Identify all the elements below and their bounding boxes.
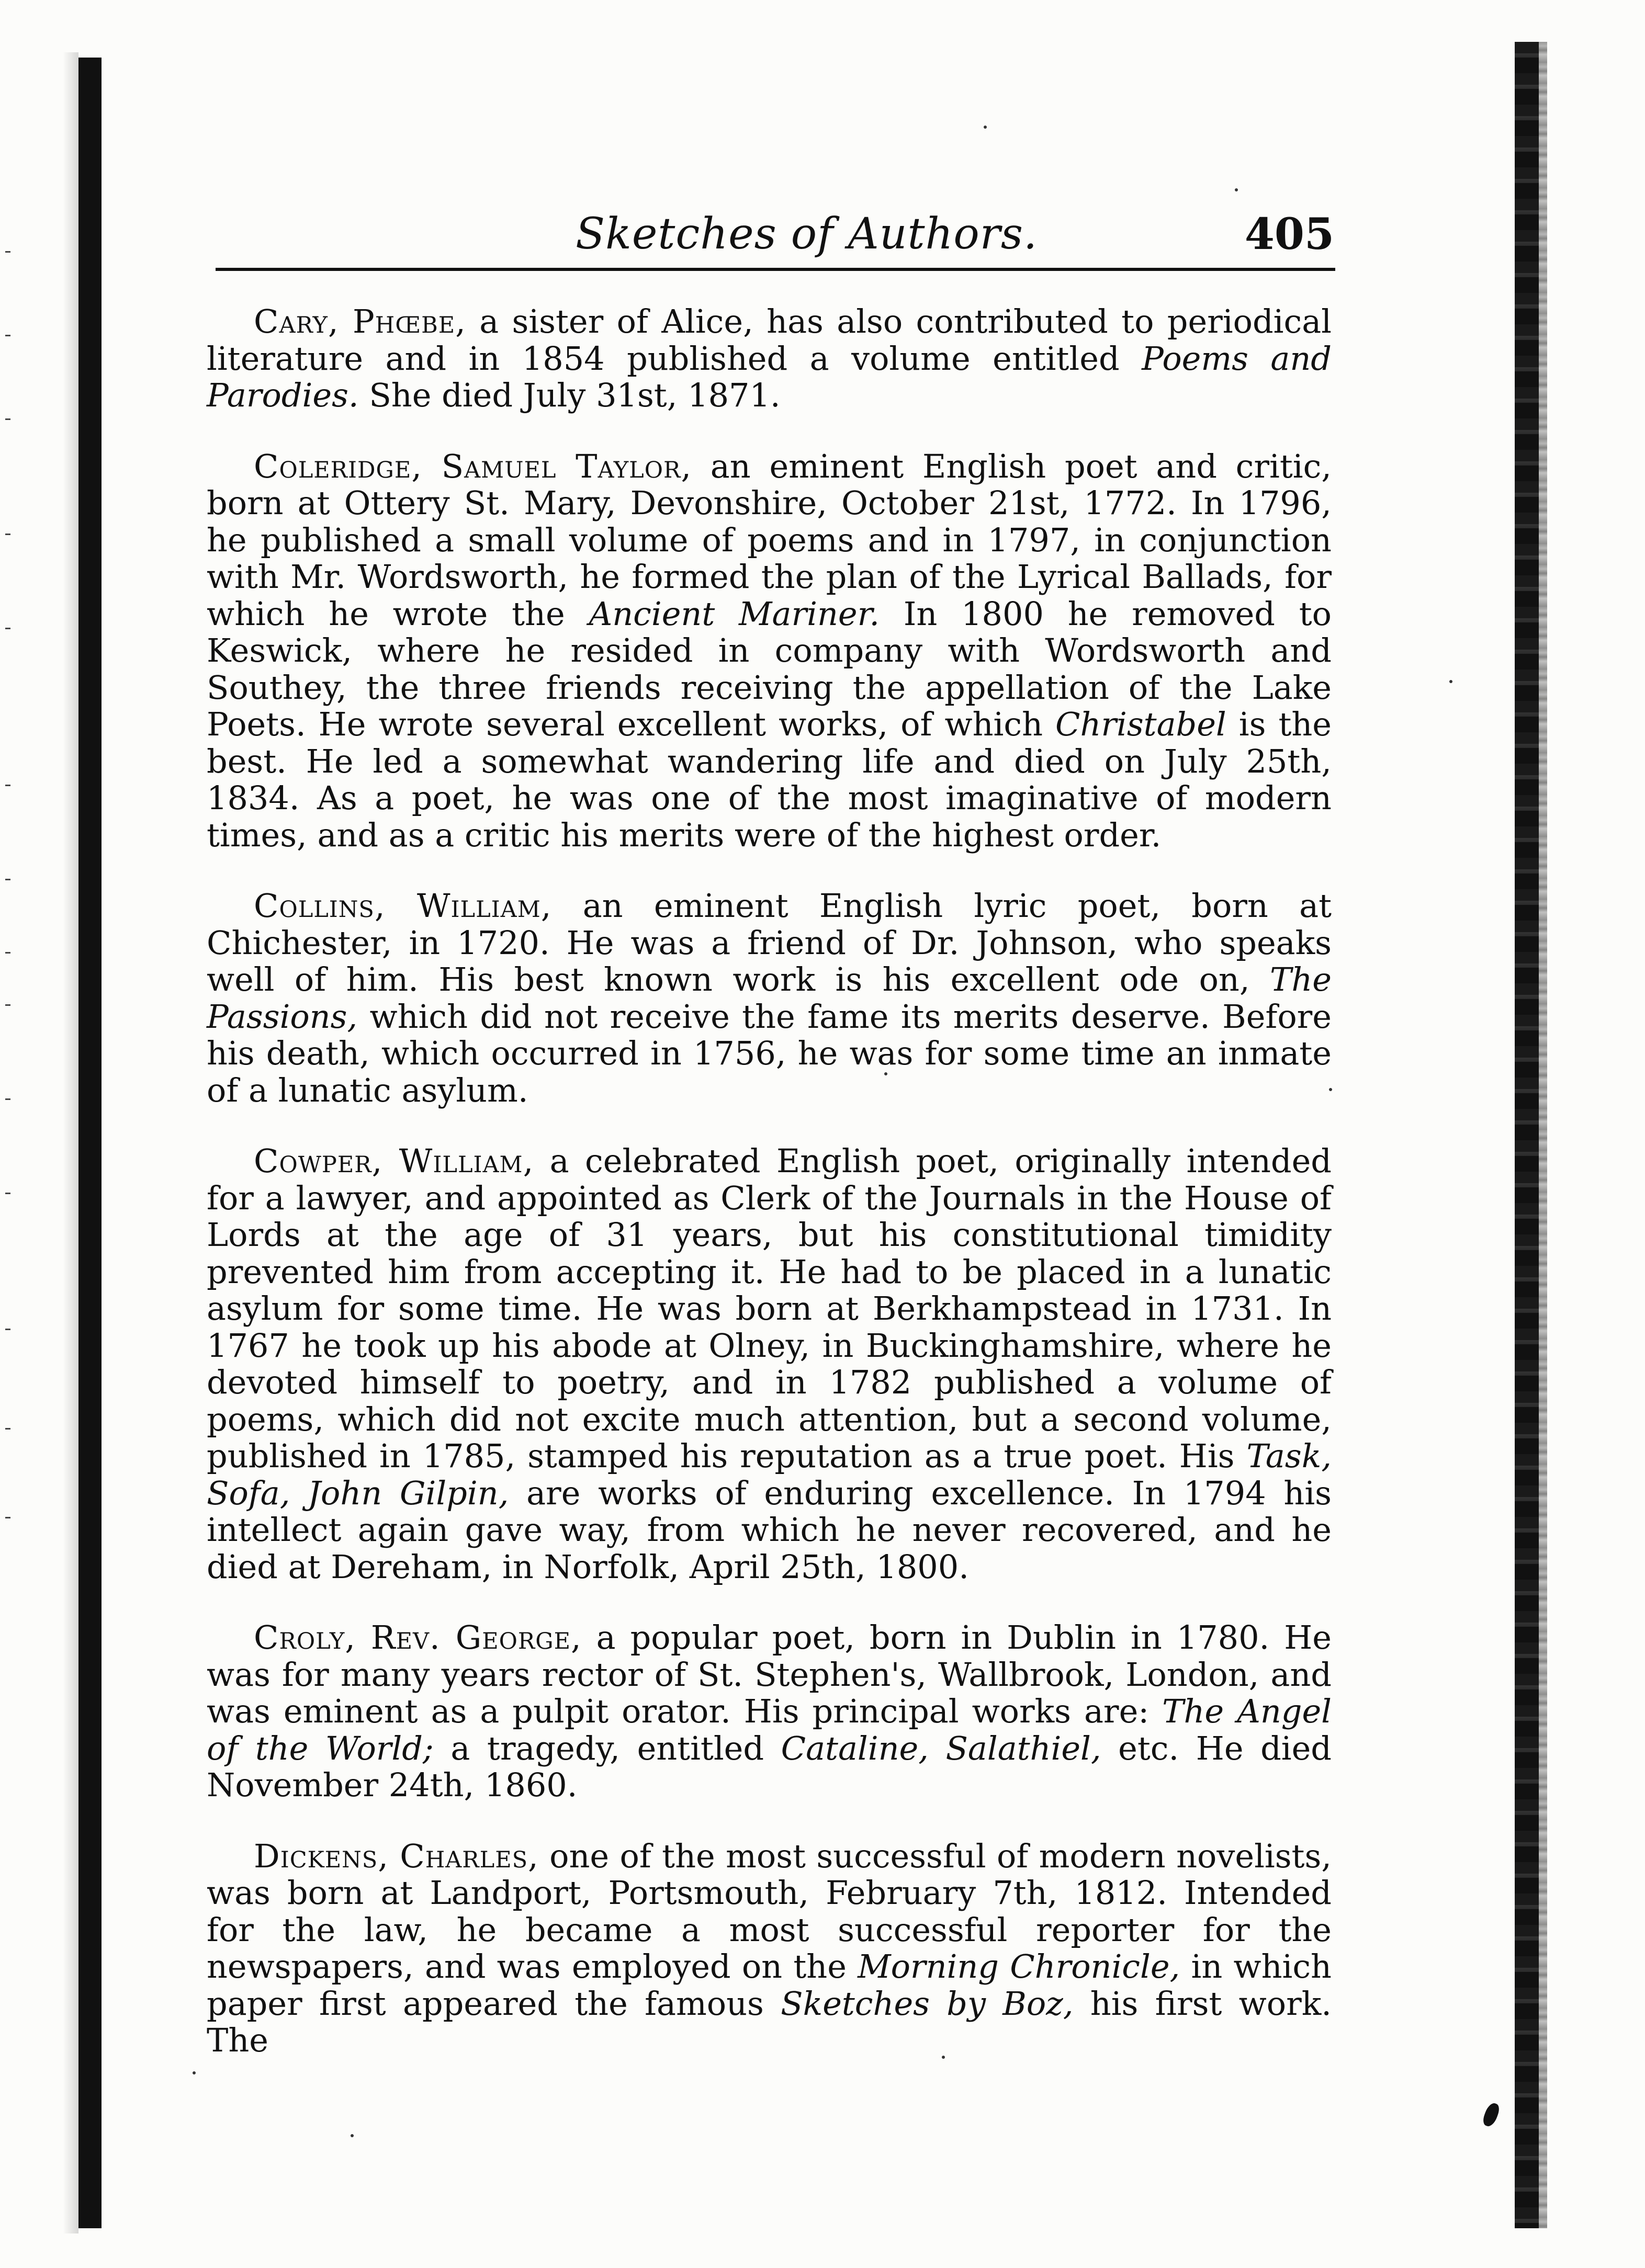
entry-text: in which paper first appeared the famous — [207, 1947, 1332, 2023]
entry-text: an eminent English poet and critic, born at Ottery St. Mary, Devonshire, October 21st, 1772. In 1796, he published a small volume of poems and in 1797, in conjunction with Mr. Wordsworth, he formed the plan of the Lyrical Ballads, for which he wrote the — [207, 447, 1332, 633]
entry-text: a tragedy, entitled — [433, 1729, 781, 1767]
entry-text: is the best. He led a somewhat wandering life and died on July 25th, 1834. As a poet, he was one of the most imaginative of modern times, and as a critic his merits were of the highest order. — [207, 705, 1332, 854]
entry-text: a popular poet, born in Dublin in 1780. He was for many years rector of St. Stephen's, Wallbrook, London, and was eminent as a pulpit orator. His principal works are: — [207, 1618, 1332, 1730]
work-title: Morning Chronicle, — [858, 1947, 1180, 1986]
page-header — [215, 199, 1334, 272]
author-name: Collins, William, — [254, 887, 552, 925]
entry-text: are works of enduring excellence. In 1794 his intellect again gave way, from which he never recovered, and he died at Dereham, in Norfolk, April 25th, 1800. — [207, 1473, 1332, 1586]
entry-text: one of the most successful of modern novelists, was born at Landport, Portsmouth, February 7th, 1812. Intended for the law, he became a most successful reporter for the newspapers, and was employed on the — [207, 1836, 1332, 1986]
entry-text: a celebrated English poet, originally intended for a lawyer, and appointed as Clerk of the Journals in the House of Lords at the age of 31 years, but his constitutional timidity prevented him from accepting it. He had to be placed in a lunatic asylum for some time. He was born at Berkhampstead in 1731. In 1767 he took up his abode at Olney, in Buckinghamshire, where he devoted himself to poetry, and in 1782 published a volume of poems, which did not excite much attention, but a second volume, published in 1785, stamped his reputation as a true poet. His — [207, 1142, 1332, 1475]
author-entry — [207, 1838, 1332, 2059]
ink-speck — [351, 2134, 354, 2137]
header-rule — [216, 268, 1335, 271]
ink-speck — [1449, 680, 1452, 683]
ink-blot — [1481, 2101, 1501, 2128]
binding-edge-left — [78, 58, 102, 2228]
work-title: Cataline, Salathiel, — [781, 1729, 1101, 1767]
ink-speck — [1235, 188, 1238, 191]
binding-edge-right — [1515, 42, 1539, 2228]
author-entry — [207, 448, 1332, 854]
ink-speck — [984, 126, 987, 129]
author-entry — [207, 1143, 1332, 1585]
entry-text: She died July 31st, 1871. — [358, 376, 781, 414]
entry-text: which did not receive the fame its merits deserve. Before his death, which occurred in 1756, he was for some time an inmate of a lunatic asylum. — [207, 997, 1332, 1109]
page-number: 405 — [1244, 209, 1334, 259]
work-title: Christabel — [1055, 705, 1226, 743]
author-entry — [207, 303, 1332, 414]
author-name: Coleridge, Samuel Taylor, — [254, 447, 692, 485]
ink-speck — [193, 2071, 196, 2074]
author-name: Croly, Rev. George, — [254, 1618, 582, 1657]
binding-edge-right-fringe — [1539, 42, 1547, 2228]
work-title: The Angel of the World; — [207, 1692, 1332, 1767]
running-title: Sketches of Authors. — [576, 209, 1038, 259]
binding-shadow-left — [63, 52, 78, 2233]
entry-text: a sister of Alice, has also contributed to periodical literature and in 1854 published a volume entitled — [207, 302, 1332, 378]
entry-text: In 1800 he removed to Keswick, where he resided in company with Wordsworth and Southey, the three friends receiving the appellation of the Lake Poets. He wrote several excellent works, of which — [207, 594, 1332, 743]
author-entry — [207, 1619, 1332, 1804]
work-title: Task, Sofa, John Gilpin, — [207, 1437, 1332, 1512]
entry-text: his first work. The — [207, 1984, 1332, 2059]
entries-body — [207, 303, 1332, 2093]
entry-text: an eminent English lyric poet, born at Chichester, in 1720. He was a friend of Dr. Johnson, who speaks well of him. His best known work is his excellent ode on, — [207, 887, 1332, 999]
margin-marks — [5, 251, 16, 1559]
entry-text: etc. He died November 24th, 1860. — [207, 1729, 1332, 1804]
work-title: Poems and Parodies. — [207, 339, 1332, 414]
work-title: The Passions, — [207, 960, 1332, 1036]
author-entry — [207, 888, 1332, 1109]
author-name: Cary, Phœbe, — [254, 302, 466, 341]
author-name: Cowper, William, — [254, 1142, 534, 1180]
author-name: Dickens, Charles, — [254, 1836, 539, 1875]
work-title: Ancient Mariner. — [589, 594, 880, 633]
work-title: Sketches by Boz, — [781, 1984, 1074, 2023]
